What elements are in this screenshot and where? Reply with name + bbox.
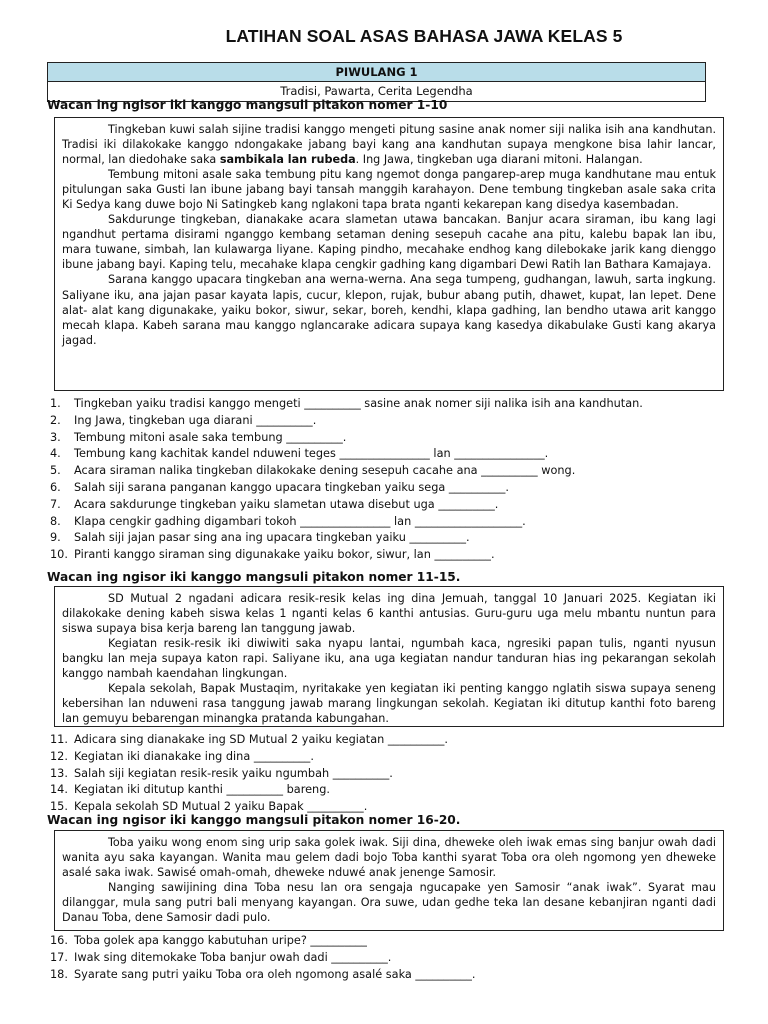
lesson-table xyxy=(47,62,706,102)
question-number: 16. xyxy=(50,934,68,947)
question-text: Toba golek apa kanggo kabutuhan uripe? __________ xyxy=(74,934,367,947)
passage-text: Tingkeban kuwi salah sijine tradisi kanggo mengeti pitung sasine anak nomer siji nalika isih ana kandhutan. Tradisi iki dilakokake kanggo ndongakake jabang bayi kang ana kandhutan supaya mengkone bisa lahir lancar, normal, lan diedohake saka xyxy=(62,123,716,167)
question-number: 4. xyxy=(50,447,61,461)
question-text: Adicara sing dianakake ing SD Mutual 2 yaiku kegiatan __________. xyxy=(74,733,448,746)
question-item xyxy=(50,749,448,766)
question-text: Salah siji sarana panganan kanggo upacara tingkeban yaiku sega __________. xyxy=(74,480,509,494)
section2-passage xyxy=(54,586,724,727)
question-number: 13. xyxy=(50,766,68,780)
question-number: 3. xyxy=(50,430,61,444)
question-item xyxy=(50,732,448,749)
question-number: 17. xyxy=(50,950,68,964)
question-text: Ing Jawa, tingkeban uga diarani __________. xyxy=(74,413,317,427)
passage-text: . Ing Jawa, tingkeban uga diarani mitoni. Halangan. xyxy=(355,153,643,167)
question-text: Piranti kanggo siraman sing digunakake yaiku bokor, siwur, lan __________. xyxy=(74,548,495,562)
question-number: 2. xyxy=(50,413,61,427)
question-text: Klapa cengkir gadhing digambari tokoh ________________ lan ___________________. xyxy=(74,514,526,528)
question-text: Kegiatan iki dianakake ing dina __________. xyxy=(74,749,314,763)
question-text: Kepala sekolah SD Mutual 2 yaiku Bapak __________. xyxy=(74,800,368,814)
section3-instruction: Wacan ing ngisor iki kanggo mangsuli pitakon nomer 16-20. xyxy=(47,813,461,827)
passage-paragraph: Sakdurunge tingkeban, dianakake acara slametan utawa bancakan. Banjur acara siraman, ibu kang lagi ngandhut pertama disirami nganggo kembang setaman dening sesepuh cacahe ana pitu, kalebu bapak lan ibu, mara tuwane, simbah, lan kulawarga liyane. Kaping pindho, mecahake endhog kang dilebokake jarik kang dienggo ibune jabang bayi. Kaping telu, mecahake klapa cengkir gadhing kang digambari Dewi Ratih lan Bathara Kamajaya. xyxy=(62,213,716,272)
section2-instruction: Wacan ing ngisor iki kanggo mangsuli pitakon nomer 11-15. xyxy=(47,570,461,584)
passage-paragraph: Toba yaiku wong enom sing urip saka golek iwak. Siji dina, dheweke oleh iwak emas sing banjur owah dadi wanita ayu saka kayangan. Wanita mau gelem dadi bojo Toba kanthi syarat Toba ora oleh ngomong yen dheweke asalé saka iwak. Sawisé omah-omah, dheweke nduwé anak jenenge Samosir. xyxy=(62,836,716,880)
passage-paragraph: Kegiatan resik-resik iki diwiwiti saka nyapu lantai, ngumbah kaca, ngresiki papan tulis, nganti nyusun bangku lan meja supaya katon rapi. Saliyane iku, ana uga kegiatan nandur tanduran hias ing pekarangan sekolah kanggo nambah kaendahan lingkungan. xyxy=(62,637,716,681)
question-number: 9. xyxy=(50,531,61,545)
question-text: Kegiatan iki ditutup kanthi __________ bareng. xyxy=(74,783,330,797)
question-number: 18. xyxy=(50,967,68,981)
question-text: Tingkeban yaiku tradisi kanggo mengeti __________ sasine anak nomer siji nalika isih ana kandhutan. xyxy=(74,397,643,410)
section1-instruction: Wacan ing ngisor iki kanggo mangsuli pitakon nomer 1-10 xyxy=(47,98,448,112)
question-item xyxy=(50,967,476,984)
passage-paragraph: SD Mutual 2 ngadani adicara resik-resik kelas ing dina Jemuah, tanggal 10 Januari 2025. Kegiatan iki dilakokake dening kabeh siswa kelas 1 nganti kelas 6 kanthi antusias. Guru-guru uga melu mbantu nuntun para siswa supaya bisa kerja bareng lan tanggung jawab. xyxy=(62,592,716,636)
question-text: Tembung mitoni asale saka tembung __________. xyxy=(74,430,347,444)
lesson-subtitle: Tradisi, Pawarta, Cerita Legendha xyxy=(280,84,473,98)
question-number: 10. xyxy=(50,548,68,562)
question-item xyxy=(50,547,643,564)
question-item xyxy=(50,497,643,514)
question-item xyxy=(50,430,643,447)
question-item xyxy=(50,933,476,950)
question-item xyxy=(50,463,643,480)
question-number: 12. xyxy=(50,749,68,763)
section1-questions xyxy=(50,396,643,564)
question-item xyxy=(50,530,643,547)
question-text: Tembung kang kachitak kandel nduweni teges ________________ lan ________________. xyxy=(74,447,549,461)
question-number: 1. xyxy=(50,397,61,410)
page-title: LATIHAN SOAL ASAS BAHASA JAWA KELAS 5 xyxy=(225,26,623,46)
question-item xyxy=(50,766,448,783)
question-item xyxy=(50,480,643,497)
question-text: Salah siji jajan pasar sing ana ing upacara tingkeban yaiku __________. xyxy=(74,531,470,545)
question-text: Acara siraman nalika tingkeban dilakokake dening sesepuh cacahe ana __________ wong. xyxy=(74,464,576,478)
passage-paragraph: Kepala sekolah, Bapak Mustaqim, nyritakake yen kegiatan iki penting kanggo nglatih siswa supaya seneng kebersihan lan nduweni rasa tanggung jawab marang lingkungan sekolah. Kegiatan iki ditutup kanthi foto bareng lan gemuyu bebarengan minangka pratanda kabungahan. xyxy=(62,682,716,726)
question-text: Salah siji kegiatan resik-resik yaiku ngumbah __________. xyxy=(74,766,393,780)
passage-paragraph: Sarana kanggo upacara tingkeban ana werna-werna. Ana sega tumpeng, gudhangan, lawuh, sarta ingkung. Saliyane iku, ana jajan pasar kayata lapis, cucur, klepon, rujak, bubur abang putih, dhawet, kupat, lan lepet. Dene alat- alat kang digunakake, yaiku bokor, siwur, sekar, boreh, kendhi, klapa gadhing, lan bendho utawa arit kanggo mecah klapa. Kabeh sarana mau kanggo nglancarake adicara supaya kang kasedya dikabulake Gusti kang akarya jagad. xyxy=(62,273,716,347)
question-text: Syarate sang putri yaiku Toba ora oleh ngomong asalé saka __________. xyxy=(74,967,476,981)
question-number: 8. xyxy=(50,514,61,528)
question-item xyxy=(50,446,643,463)
passage-paragraph: Nanging sawijining dina Toba nesu lan ora sengaja ngucapake yen Samosir “anak iwak”. Syarat mau dilanggar, mula sang putri bali menyang kayangan. Ora suwe, udan gedhe teka lan desane kebanjiran nganti dadi Danau Toba, dene Samosir dadi pulo. xyxy=(62,881,716,925)
question-number: 6. xyxy=(50,480,61,494)
section3-passage xyxy=(54,830,724,931)
question-item xyxy=(50,413,643,430)
question-number: 7. xyxy=(50,497,61,511)
question-item xyxy=(50,950,476,967)
question-item xyxy=(50,514,643,531)
question-text: Iwak sing ditemokake Toba banjur owah dadi __________. xyxy=(74,950,392,964)
question-text: Acara sakdurunge tingkeban yaiku slametan utawa disebut uga __________. xyxy=(74,497,499,511)
question-number: 11. xyxy=(50,733,68,746)
passage-paragraph: Tembung mitoni asale saka tembung pitu kang ngemot donga pangarep-arep muga kandhutane mau entuk pitulungan saka Gusti lan ibune jabang bayi tansah manggih karahayon. Dene tembung tingkeban asale saka crita Ki Sedya kang duwe bojo Ni Satingkeb kang nglakoni tapa brata nganti kekarepan kang disedya kasembadan. xyxy=(62,168,716,212)
bold-phrase: sambikala lan rubeda xyxy=(219,153,356,167)
question-item xyxy=(50,396,643,413)
lesson-header: PIWULANG 1 xyxy=(48,63,706,82)
question-number: 14. xyxy=(50,783,68,797)
section3-questions xyxy=(50,933,476,983)
question-number: 15. xyxy=(50,800,68,814)
question-item xyxy=(50,782,448,799)
section1-passage xyxy=(54,117,724,391)
passage-paragraph xyxy=(62,122,716,167)
section2-questions xyxy=(50,732,448,816)
question-number: 5. xyxy=(50,464,61,478)
